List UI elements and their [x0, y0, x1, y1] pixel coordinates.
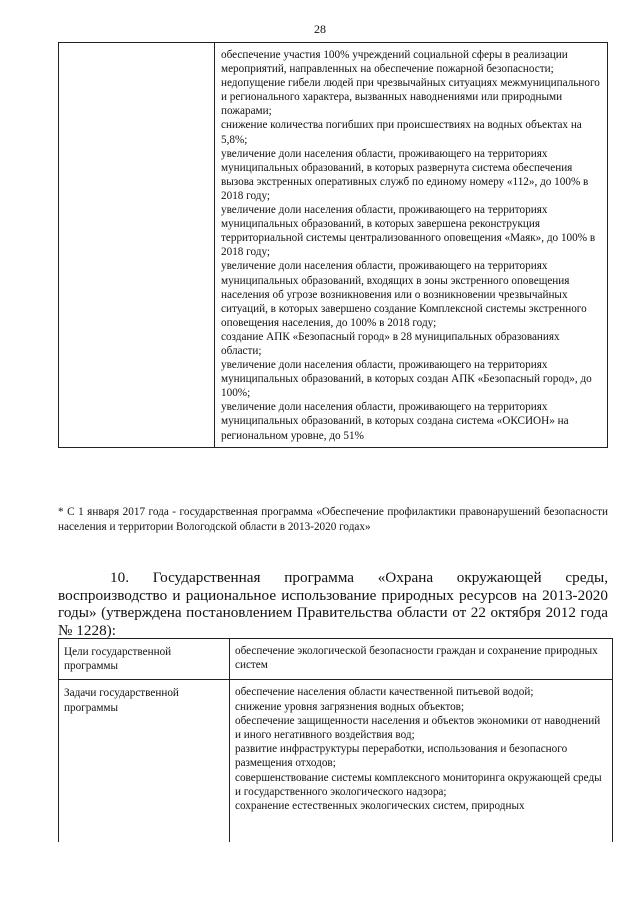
list-item: обеспечение населения области качественной питьевой водой;: [235, 686, 534, 699]
footnote: * С 1 января 2017 года - государственная программа «Обеспечение профилактики правонарушений безопасности населения и территории Вологодской области в 2013-2020 годах»: [58, 506, 608, 533]
goals-cell: [230, 639, 613, 680]
list-item: снижение уровня загрязнения водных объектов;: [235, 700, 465, 713]
row-label-goals: Цели государственной программы: [59, 639, 230, 680]
program-table: [58, 638, 613, 842]
list-item: недопущение гибели людей при чрезвычайных ситуациях межмуниципального и регионального характера, вызванных наводнениями или природными пожарами;: [221, 77, 600, 118]
list-item: развитие инфраструктуры переработки, использования и безопасного размещения отходов;: [235, 743, 568, 770]
list-item: увеличение доли населения области, проживающего на территориях муниципальных образований, в которых создан АПК «Безопасный город», до 100%;: [221, 359, 592, 400]
table-row: [59, 680, 613, 843]
indicators-table-continued: [58, 42, 608, 448]
list-item: сохранение естественных экологических систем, природных: [235, 800, 525, 813]
list-item: увеличение доли населения области, проживающего на территориях муниципальных образований, в которых создана система «ОКСИОН» на региональном уровне, до 51%: [221, 401, 569, 442]
list-item: создание АПК «Безопасный город» в 28 муниципальных образованиях области;: [221, 330, 560, 357]
row-label-tasks: Задачи государственной программы: [59, 680, 230, 843]
list-item: совершенствование системы комплексного мониторинга окружающей среды и государственного экологического надзора;: [235, 771, 602, 798]
section-heading-text: 10. Государственная программа «Охрана окружающей среды, воспроизводство и рациональное использование природных ресурсов на 2013-2020 годы» (утверждена постановлением Правительства области от 22 октября 2012 года № 1228):: [58, 569, 608, 639]
list-item: обеспечение участия 100% учреждений социальной сферы в реализации мероприятий, направленных на обеспечение пожарной безопасности;: [221, 49, 568, 76]
page-number: 28: [314, 22, 326, 36]
list-item: обеспечение защищенности населения и объектов экономики от наводнений и иного негативного воздействия вод;: [235, 714, 601, 742]
table-row: [59, 43, 608, 448]
list-item: увеличение доли населения области, проживающего на территориях муниципальных образований, в которых завершена реконструкция территориальной системы централизованного оповещения «Маяк», до 100% в 2018 году;: [221, 204, 596, 259]
list-item: увеличение доли населения области, проживающего на территориях муниципальных образований, входящих в зоны экстренного оповещения населения об угрозе возникновения или о возникновении чрезвычайных ситуаций, в которых завершено создание Комплексной системы экстренного оповещения населения, до 100% в 2018 году;: [221, 260, 587, 329]
empty-label-cell: [59, 43, 215, 448]
list-item: снижение количества погибших при происшествиях на водных объектах на 5,8%;: [221, 119, 582, 146]
list-item: обеспечение экологической безопасности граждан и сохранение природных систем: [235, 645, 598, 672]
list-item: увеличение доли населения области, проживающего на территориях муниципальных образований, в которых развернута система обеспечения вызова экстренных оперативных служб по единому номеру «112», до 100% в 2018 году;: [221, 147, 589, 202]
section-heading: [58, 569, 608, 639]
tasks-cell: [230, 680, 613, 843]
indicators-cell: [215, 43, 608, 448]
table-row: [59, 639, 613, 680]
